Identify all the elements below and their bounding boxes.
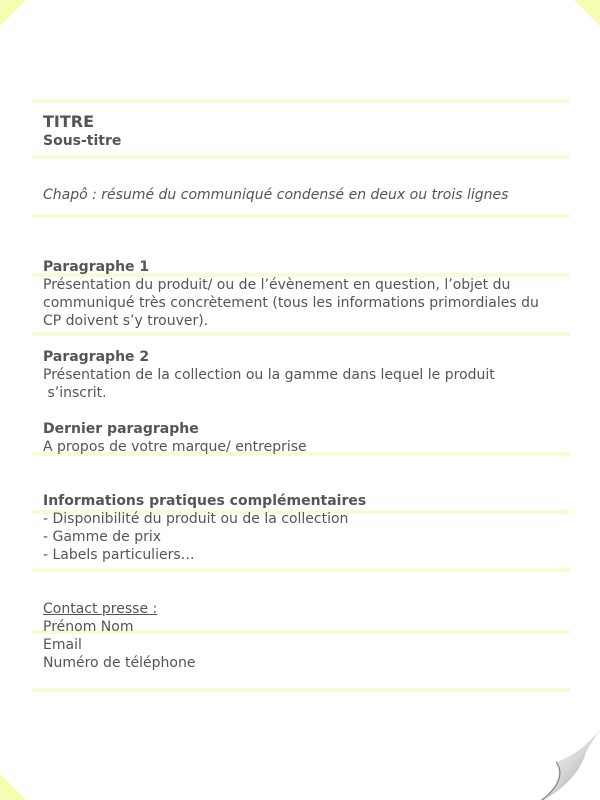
paragraph-last	[43, 420, 563, 456]
list-item: - Labels particuliers…	[43, 547, 195, 563]
paragraph-heading: Paragraphe 1	[43, 259, 150, 275]
paragraph-heading: Paragraphe 2	[43, 349, 150, 365]
contact-phone: Numéro de téléphone	[43, 655, 196, 671]
paragraph-line: Présentation de la collection ou la gamme dans lequel le produit	[43, 367, 495, 383]
page-curl-icon	[516, 716, 600, 800]
practical-info-heading: Informations pratiques complémentaires	[43, 493, 367, 509]
paragraph-2	[43, 348, 563, 402]
paragraph-line: communiqué très concrètement (tous les informations primordiales du	[43, 295, 539, 311]
divider-band	[32, 332, 570, 336]
paragraph-line: s’inscrit.	[43, 385, 107, 401]
contact-email: Email	[43, 637, 82, 653]
page-title: TITRE	[43, 112, 95, 131]
list-item: - Gamme de prix	[43, 529, 162, 545]
divider-band	[32, 214, 570, 218]
paragraph-1	[43, 258, 563, 330]
corner-decoration-top-left	[0, 0, 26, 26]
chapo-text: Chapô : résumé du communiqué condensé en deux ou trois lignes	[43, 187, 509, 203]
paragraph-line: CP doivent s’y trouver).	[43, 313, 209, 329]
list-item: - Disponibilité du produit ou de la collection	[43, 511, 349, 527]
corner-decoration-top-right	[574, 0, 600, 26]
paragraph-line: Présentation du produit/ ou de l’évènement en question, l’objet du	[43, 277, 511, 293]
contact-name: Prénom Nom	[43, 619, 134, 635]
practical-info	[43, 492, 563, 564]
divider-band	[32, 155, 570, 159]
divider-band	[32, 688, 570, 692]
divider-band	[32, 99, 570, 103]
page-subtitle: Sous-titre	[43, 133, 122, 149]
corner-decoration-bottom-left	[0, 774, 26, 800]
contact-heading: Contact presse :	[43, 601, 158, 617]
paragraph-heading: Dernier paragraphe	[43, 421, 199, 437]
paragraph-line: A propos de votre marque/ entreprise	[43, 439, 307, 455]
press-contact	[43, 600, 563, 672]
title-block	[43, 112, 563, 150]
divider-band	[32, 568, 570, 572]
